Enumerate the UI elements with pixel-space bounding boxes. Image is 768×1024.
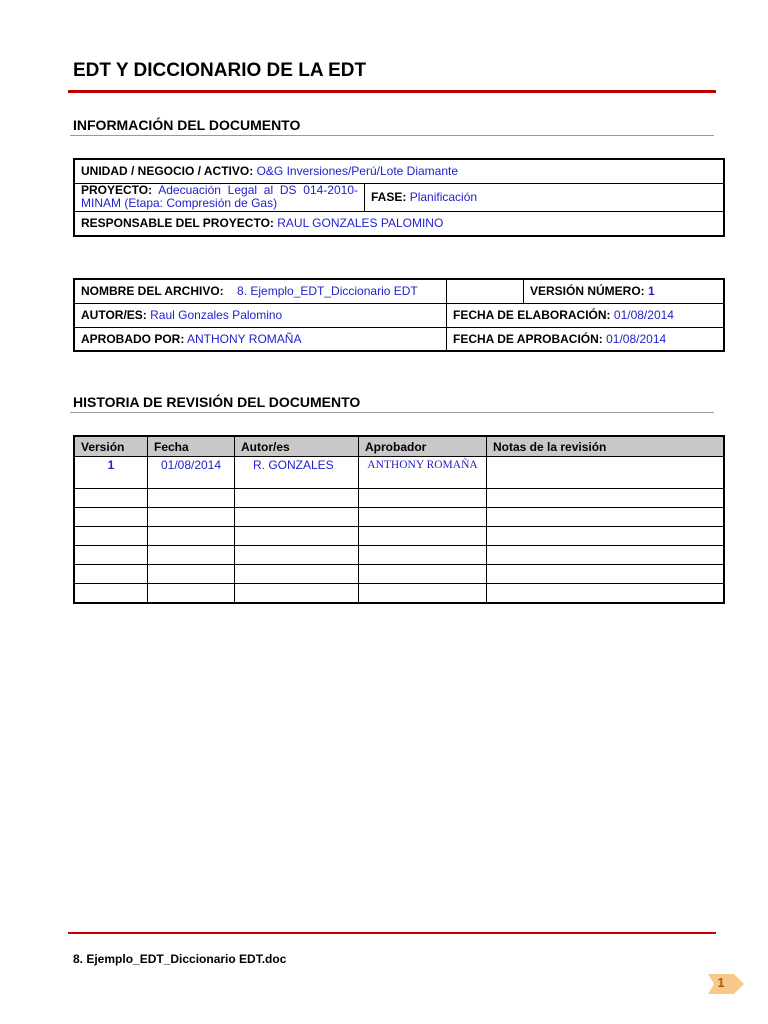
section-heading-history: HISTORIA DE REVISIÓN DEL DOCUMENTO [73,394,361,410]
proyecto-cell [74,183,365,211]
row-fecha: 01/08/2014 [148,457,235,489]
row-cell [235,527,359,546]
table-row [74,508,724,527]
row-cell [487,489,725,508]
autor-cell [74,303,447,327]
table-row [74,546,724,565]
row-aprobador: ANTHONY ROMAÑA [359,457,487,489]
footer-divider [68,932,716,934]
row-cell [235,489,359,508]
table-row [74,489,724,508]
footer-filename: 8. Ejemplo_EDT_Diccionario EDT.doc [73,952,287,966]
section-heading-info: INFORMACIÓN DEL DOCUMENTO [73,117,301,133]
row-cell [359,489,487,508]
row-cell [359,584,487,604]
row-cell [487,527,725,546]
document-title: EDT Y DICCIONARIO DE LA EDT [73,60,367,81]
row-cell [359,546,487,565]
revision-history-table [73,435,725,604]
page-number-badge [708,974,744,994]
row-cell [148,508,235,527]
aprobado-value: ANTHONY ROMAÑA [187,331,302,346]
col-header-aprobador: Aprobador [359,436,487,457]
fecha-aprob-value: 01/08/2014 [606,331,667,346]
row-cell [235,565,359,584]
row-autor: R. GONZALES [235,457,359,489]
unidad-label: UNIDAD / NEGOCIO / ACTIVO: [81,164,254,179]
row-cell [148,546,235,565]
row-cell [235,546,359,565]
table-row [74,565,724,584]
row-cell [235,584,359,604]
row-cell [74,584,148,604]
row-cell [487,508,725,527]
fecha-aprob-cell [447,327,725,351]
fase-value: Planificación [409,190,478,204]
row-cell [148,527,235,546]
row-cell [359,527,487,546]
nombre-value: 8. Ejemplo_EDT_Diccionario EDT [237,284,418,299]
nombre-cell [74,279,447,303]
row-cell [74,508,148,527]
row-version: 1 [74,457,148,489]
row-cell [74,527,148,546]
row-notas [487,457,725,489]
aprobado-label: APROBADO POR: [81,331,185,346]
col-header-version: Versión [74,436,148,457]
title-divider [68,90,716,93]
row-cell [487,565,725,584]
unidad-value: O&G Inversiones/Perú/Lote Diamante [256,164,459,179]
nombre-spacer-cell [447,279,524,303]
autor-value: Raul Gonzales Palomino [150,308,283,322]
row-cell [74,565,148,584]
row-cell [74,546,148,565]
row-cell [487,584,725,604]
row-cell [235,508,359,527]
fase-cell [365,183,725,211]
col-header-notas: Notas de la revisión [487,436,725,457]
fase-label: FASE: [371,190,407,204]
page-number: 1 [717,975,725,990]
table-row [74,527,724,546]
row-cell [148,489,235,508]
project-info-table [73,158,725,237]
file-info-table [73,278,725,352]
fecha-elab-label: FECHA DE ELABORACIÓN: [453,308,611,322]
proyecto-label: PROYECTO: [81,183,153,197]
unidad-cell [74,159,724,183]
row-cell [359,565,487,584]
version-value: 1 [648,284,655,299]
version-cell [524,279,725,303]
responsable-value: RAUL GONZALES PALOMINO [277,216,444,231]
responsable-cell [74,211,724,236]
version-label: VERSIÓN NÚMERO: [530,284,645,299]
table-row [74,457,724,489]
row-cell [148,584,235,604]
row-cell [487,546,725,565]
table-row [74,584,724,604]
proyecto-value: Adecuación Legal al DS 014-2010-MINAM (Etapa: Compresión de Gas) [81,183,358,210]
fecha-elab-cell [447,303,725,327]
autor-label: AUTOR/ES: [81,308,147,322]
col-header-autor: Autor/es [235,436,359,457]
section-divider-history [70,412,714,413]
aprobado-cell [74,327,447,351]
row-cell [74,489,148,508]
col-header-fecha: Fecha [148,436,235,457]
fecha-aprob-label: FECHA DE APROBACIÓN: [453,331,603,346]
responsable-label: RESPONSABLE DEL PROYECTO: [81,216,274,231]
section-divider-info [70,135,714,136]
row-cell [359,508,487,527]
nombre-label: NOMBRE DEL ARCHIVO: [81,284,224,299]
fecha-elab-value: 01/08/2014 [613,308,674,322]
row-cell [148,565,235,584]
